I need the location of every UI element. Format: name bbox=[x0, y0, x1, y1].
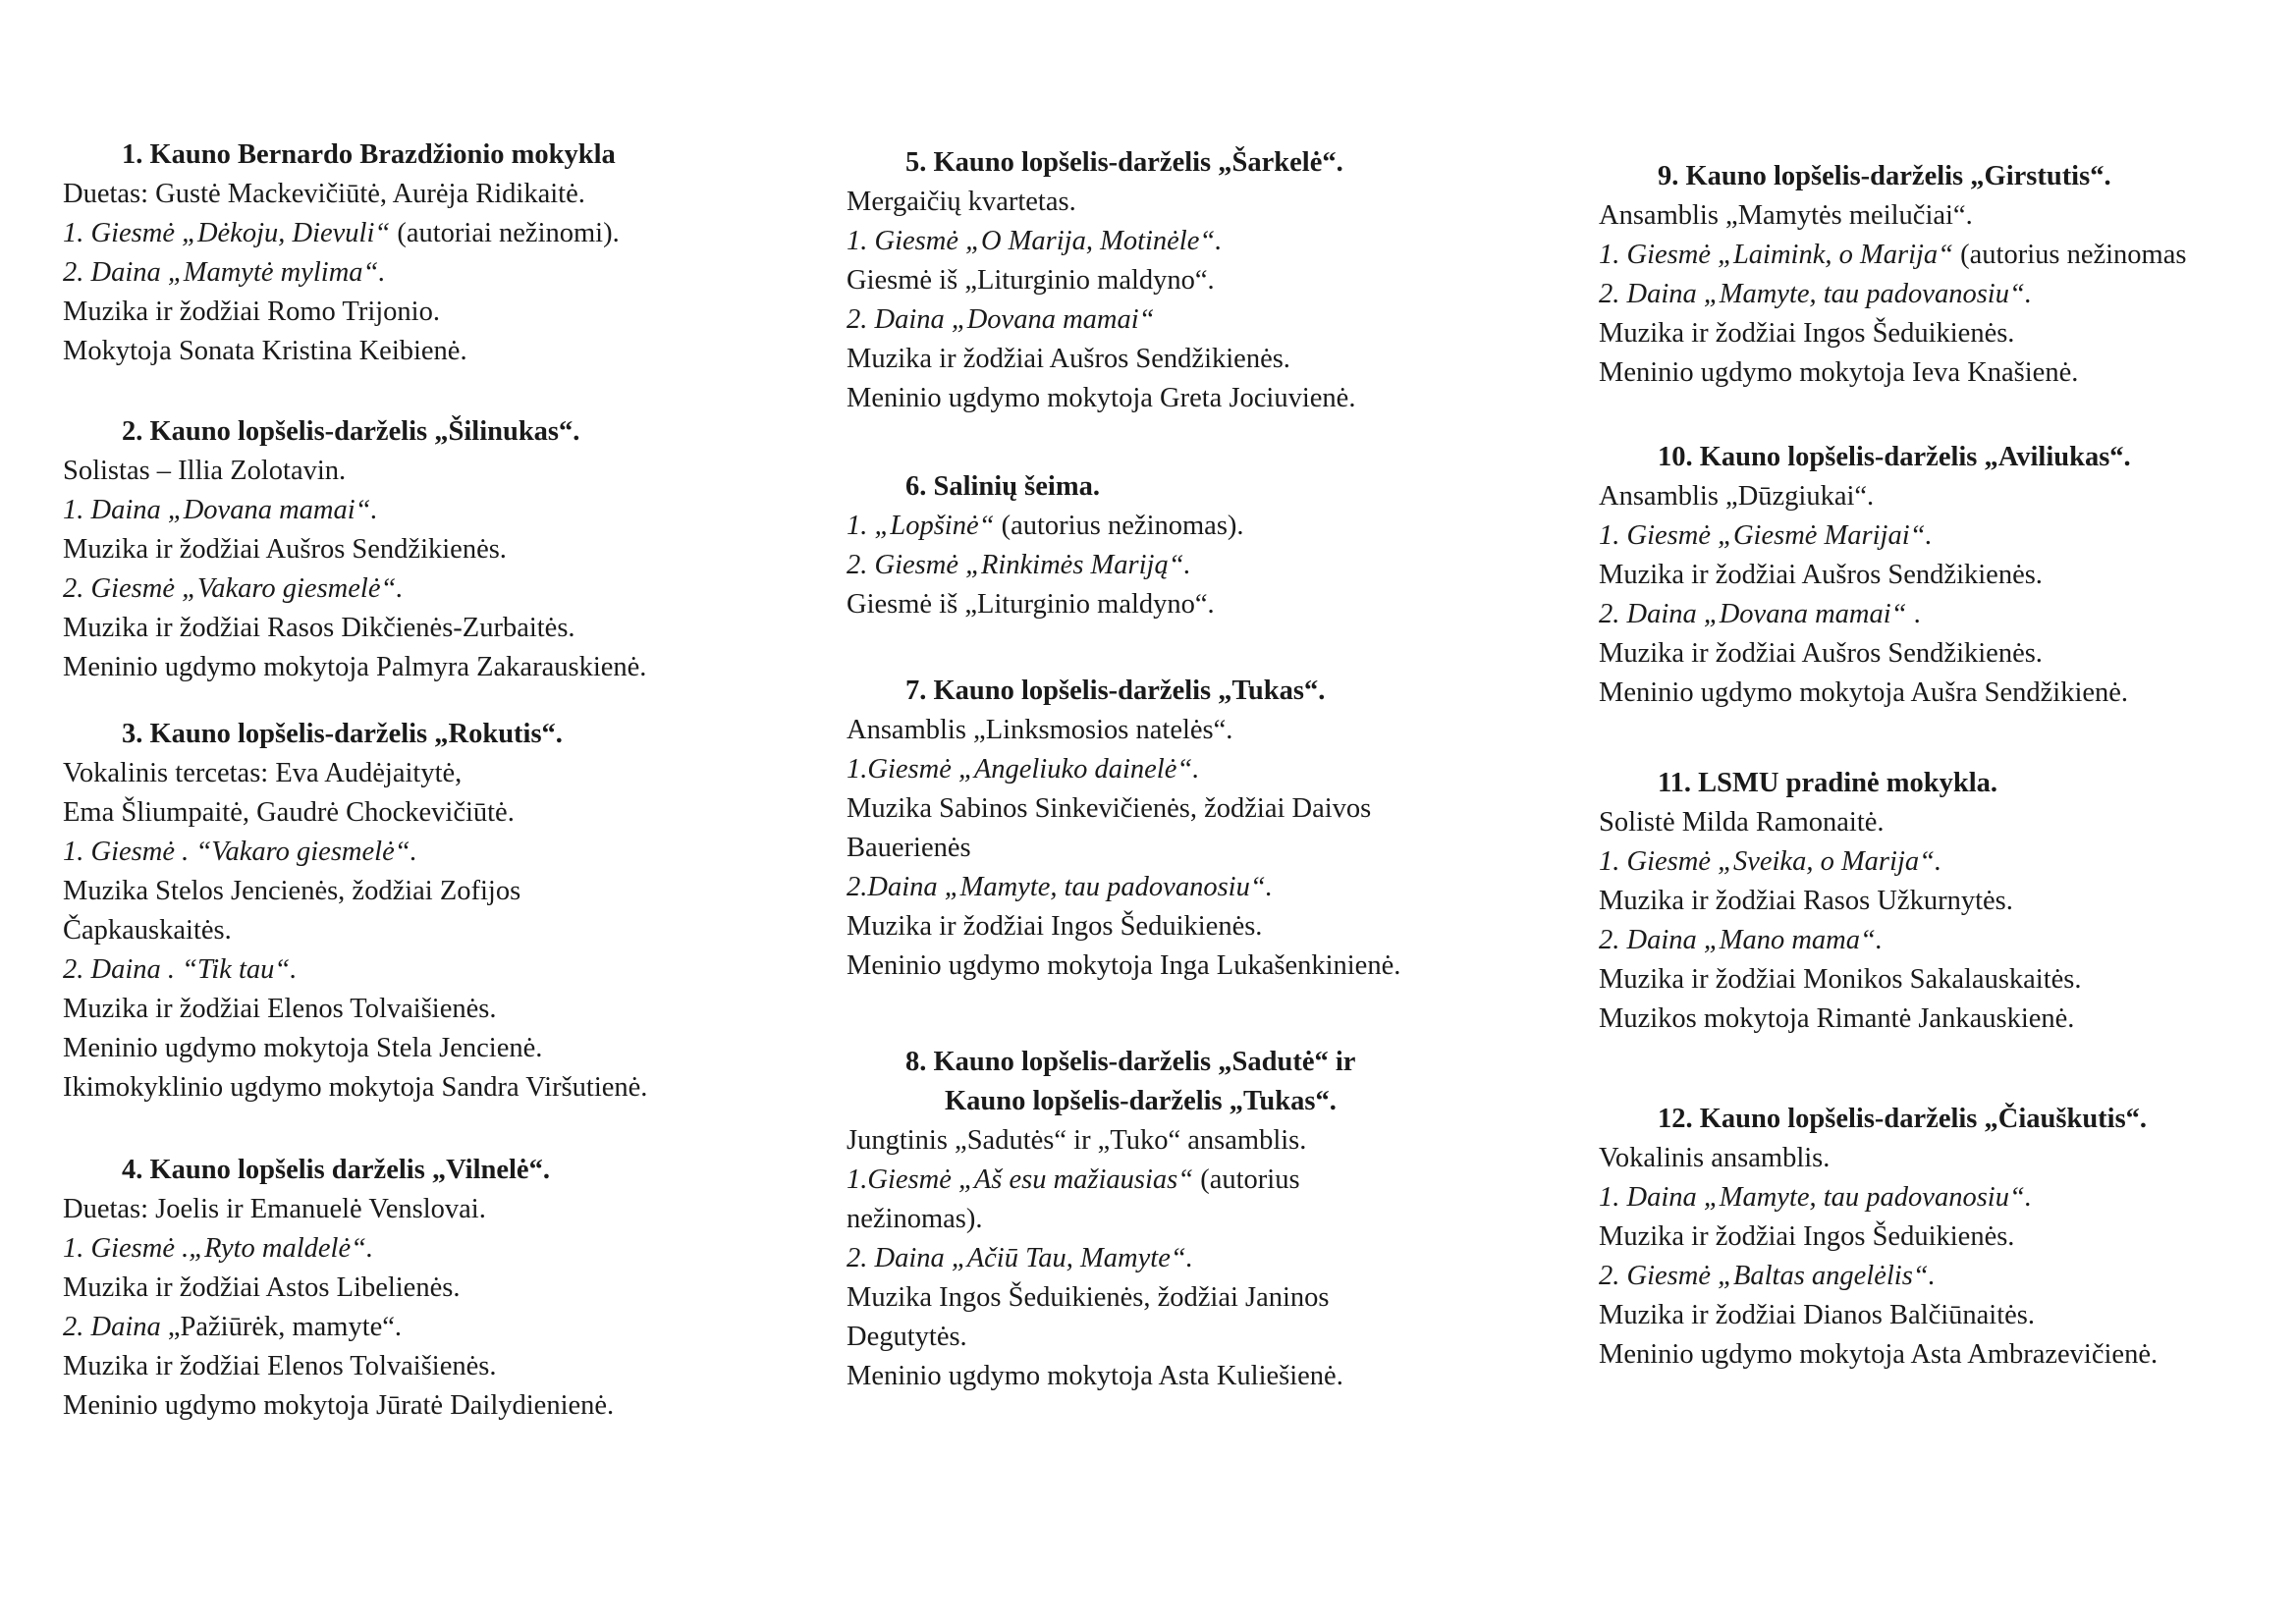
line-text: Muzika ir žodžiai Astos Libelienės. bbox=[63, 1272, 461, 1303]
line-text: (autorius nežinomas bbox=[1953, 240, 2187, 270]
song-title: 1. Daina „Dovana mamai“. bbox=[63, 495, 378, 525]
entry-title: 2. Kauno lopšelis-darželis „Šilinukas“. bbox=[122, 416, 580, 447]
song-title: 1. Giesmė „O Marija, Motinėle“. bbox=[847, 226, 1223, 256]
song-title: 2. Daina „Mamytė mylima“. bbox=[63, 257, 386, 288]
entry-line bbox=[847, 1357, 1534, 1396]
entry-line bbox=[63, 1068, 750, 1108]
song-title: 2. Daina „Dovana mamai“ bbox=[847, 304, 1155, 335]
line-text: Muzika ir žodžiai Ingos Šeduikienės. bbox=[847, 911, 1263, 942]
line-text: Ikimokyklinio ugdymo mokytoja Sandra Viršutienė. bbox=[63, 1072, 648, 1103]
entry-line bbox=[1599, 1178, 2286, 1217]
song-title: 1. Giesmė . “Vakaro giesmelė“. bbox=[63, 837, 417, 867]
entry-line bbox=[1599, 516, 2286, 556]
song-title: 1. Daina „Mamyte, tau padovanosiu“. bbox=[1599, 1182, 2032, 1213]
line-text: Ansamblis „Linksmosios natelės“. bbox=[847, 715, 1233, 745]
entry-line bbox=[1599, 556, 2286, 595]
song-title: 1. Giesmė .„Ryto maldelė“. bbox=[63, 1233, 374, 1264]
entry-title: 10. Kauno lopšelis-darželis „Aviliukas“. bbox=[1658, 442, 2131, 472]
song-title: 2. Giesmė „Baltas angelėlis“. bbox=[1599, 1261, 1936, 1291]
line-text: Ansamblis „Dūzgiukai“. bbox=[1599, 481, 1875, 512]
entry-line bbox=[1599, 882, 2286, 921]
entry-line bbox=[63, 569, 750, 609]
entry-line bbox=[1599, 960, 2286, 1000]
line-text: Vokalinis tercetas: Eva Audėjaitytė, bbox=[63, 758, 463, 788]
entry-line bbox=[63, 793, 750, 833]
line-text: Solistas – Illia Zolotavin. bbox=[63, 456, 347, 486]
program-entry bbox=[63, 1151, 750, 1426]
entry-line bbox=[63, 1029, 750, 1068]
song-title: 1. Giesmė „Sveika, o Marija“. bbox=[1599, 846, 1942, 877]
entry-line bbox=[847, 789, 1534, 829]
entry-line bbox=[847, 379, 1534, 418]
line-text: Muzika ir žodžiai Aušros Sendžikienės. bbox=[63, 534, 507, 565]
program-entry bbox=[847, 1043, 1534, 1396]
line-text: Bauerienės bbox=[847, 833, 971, 863]
program-entry bbox=[847, 672, 1534, 986]
song-title: 1. Giesmė „Laimink, o Marija“ bbox=[1599, 240, 1954, 270]
entry-line bbox=[63, 214, 750, 253]
entry-line bbox=[1599, 1217, 2286, 1257]
entry-line bbox=[847, 183, 1534, 222]
song-title: 1.Giesmė „Angeliuko dainelė“. bbox=[847, 754, 1200, 784]
entry-line bbox=[63, 253, 750, 293]
line-text: Duetas: Joelis ir Emanuelė Venslovai. bbox=[63, 1194, 486, 1224]
line-text: Muzikos mokytoja Rimantė Jankauskienė. bbox=[1599, 1003, 2075, 1034]
line-text: (autoriai nežinomi). bbox=[390, 218, 620, 248]
song-title: 2. Daina . “Tik tau“. bbox=[63, 954, 298, 985]
entry-title: 3. Kauno lopšelis-darželis „Rokutis“. bbox=[122, 719, 563, 749]
entry-line bbox=[63, 1308, 750, 1347]
entry-line bbox=[1599, 1000, 2286, 1039]
entry-line bbox=[847, 340, 1534, 379]
entry-line bbox=[1599, 1139, 2286, 1178]
entry-line bbox=[1599, 236, 2286, 275]
line-text: Muzika ir žodžiai Aušros Sendžikienės. bbox=[847, 344, 1290, 374]
program-entry bbox=[63, 715, 750, 1108]
entry-line bbox=[1599, 275, 2286, 314]
song-title: 2. Daina bbox=[63, 1312, 161, 1342]
entry-line bbox=[847, 1318, 1534, 1357]
entry-line bbox=[1599, 803, 2286, 842]
entry-title-continued: Kauno lopšelis-darželis „Tukas“. bbox=[945, 1086, 1337, 1116]
line-text: Vokalinis ansamblis. bbox=[1599, 1143, 1831, 1173]
entry-line bbox=[63, 293, 750, 332]
line-text: Ansamblis „Mamytės meilučiai“. bbox=[1599, 200, 1973, 231]
entry-line bbox=[847, 585, 1534, 624]
line-text: Muzika ir žodžiai Aušros Sendžikienės. bbox=[1599, 560, 2043, 590]
program-entry bbox=[1599, 157, 2286, 393]
entry-line bbox=[63, 911, 750, 950]
entry-line bbox=[1599, 1335, 2286, 1375]
song-title: 2. Daina „Dovana mamai“ bbox=[1599, 599, 1907, 629]
entry-line bbox=[63, 990, 750, 1029]
entry-line bbox=[63, 1386, 750, 1426]
line-text: Muzika Sabinos Sinkevičienės, žodžiai Daivos bbox=[847, 793, 1372, 824]
program-entry bbox=[847, 467, 1534, 624]
entry-line bbox=[1599, 477, 2286, 516]
entry-line bbox=[63, 833, 750, 872]
entry-line bbox=[847, 1161, 1534, 1200]
entry-line bbox=[847, 1121, 1534, 1161]
line-text: Meninio ugdymo mokytoja Inga Lukašenkinienė. bbox=[847, 950, 1401, 981]
entry-line bbox=[63, 530, 750, 569]
entry-line bbox=[63, 175, 750, 214]
entry-line bbox=[63, 872, 750, 911]
entry-line bbox=[847, 829, 1534, 868]
entry-title: 5. Kauno lopšelis-darželis „Šarkelė“. bbox=[905, 147, 1343, 178]
entry-title: 8. Kauno lopšelis-darželis „Sadutė“ ir bbox=[905, 1047, 1356, 1077]
line-text: Duetas: Gustė Mackevičiūtė, Aurėja Ridikaitė. bbox=[63, 179, 585, 209]
line-text: Jungtinis „Sadutės“ ir „Tuko“ ansamblis. bbox=[847, 1125, 1307, 1156]
entry-line bbox=[1599, 1296, 2286, 1335]
entry-title: 9. Kauno lopšelis-darželis „Girstutis“. bbox=[1658, 161, 2111, 191]
line-text: (autorius bbox=[1193, 1164, 1300, 1195]
entry-line bbox=[1599, 921, 2286, 960]
entry-title: 6. Salinių šeima. bbox=[905, 471, 1100, 502]
program-entry bbox=[1599, 438, 2286, 713]
song-title: 2. Giesmė „Vakaro giesmelė“. bbox=[63, 573, 404, 604]
song-title: 2. Daina „Mano mama“. bbox=[1599, 925, 1883, 955]
entry-line bbox=[847, 546, 1534, 585]
entry-title: 1. Kauno Bernardo Brazdžionio mokykla bbox=[122, 139, 616, 170]
entry-line bbox=[847, 711, 1534, 750]
program-entry bbox=[63, 135, 750, 371]
line-text: Meninio ugdymo mokytoja Jūratė Dailydienienė. bbox=[63, 1390, 615, 1421]
entry-line bbox=[63, 609, 750, 648]
entry-line bbox=[63, 648, 750, 687]
entry-title: 11. LSMU pradinė mokykla. bbox=[1658, 768, 1998, 798]
song-title: 2. Giesmė „Rinkimės Mariją“. bbox=[847, 550, 1191, 580]
entry-line bbox=[63, 1229, 750, 1269]
line-text: Meninio ugdymo mokytoja Ieva Knašienė. bbox=[1599, 357, 2079, 388]
entry-line bbox=[847, 947, 1534, 986]
entry-title: 12. Kauno lopšelis-darželis „Čiauškutis“. bbox=[1658, 1104, 2148, 1134]
program-entry bbox=[1599, 764, 2286, 1039]
line-text: Meninio ugdymo mokytoja Greta Jociuvienė. bbox=[847, 383, 1356, 413]
entry-line bbox=[63, 452, 750, 491]
line-text: . bbox=[1906, 599, 1921, 629]
song-title: 2. Daina „Ačiū Tau, Mamyte“. bbox=[847, 1243, 1193, 1273]
entry-title: 7. Kauno lopšelis-darželis „Tukas“. bbox=[905, 676, 1326, 706]
entry-line bbox=[1599, 842, 2286, 882]
entry-line bbox=[1599, 196, 2286, 236]
song-title: 2.Daina „Mamyte, tau padovanosiu“. bbox=[847, 872, 1273, 902]
line-text: Muzika ir žodžiai Ingos Šeduikienės. bbox=[1599, 318, 2015, 349]
line-text: Meninio ugdymo mokytoja Palmyra Zakarauskienė. bbox=[63, 652, 647, 682]
line-text: Muzika ir žodžiai Aušros Sendžikienės. bbox=[1599, 638, 2043, 669]
entry-line bbox=[1599, 595, 2286, 634]
program-entry bbox=[1599, 1100, 2286, 1375]
line-text: Degutytės. bbox=[847, 1322, 967, 1352]
entry-line bbox=[1599, 314, 2286, 353]
line-text: Giesmė iš „Liturginio maldyno“. bbox=[847, 265, 1215, 296]
line-text: Giesmė iš „Liturginio maldyno“. bbox=[847, 589, 1215, 620]
entry-line bbox=[63, 754, 750, 793]
entry-line bbox=[63, 1347, 750, 1386]
program-entry bbox=[847, 143, 1534, 418]
entry-line bbox=[847, 868, 1534, 907]
line-text: nežinomas). bbox=[847, 1204, 983, 1234]
entry-line bbox=[63, 1269, 750, 1308]
entry-line bbox=[847, 507, 1534, 546]
entry-line bbox=[63, 491, 750, 530]
line-text: Muzika Ingos Šeduikienės, žodžiai Janinos bbox=[847, 1282, 1330, 1313]
line-text: Čapkauskaitės. bbox=[63, 915, 232, 946]
entry-line bbox=[63, 1190, 750, 1229]
song-title: 2. Daina „Mamyte, tau padovanosiu“. bbox=[1599, 279, 2032, 309]
entry-line bbox=[1599, 1257, 2286, 1296]
entry-line bbox=[847, 1200, 1534, 1239]
line-text: Muzika ir žodžiai Elenos Tolvaišienės. bbox=[63, 1351, 497, 1381]
line-text: Muzika ir žodžiai Romo Trijonio. bbox=[63, 297, 440, 327]
line-text: Muzika ir žodžiai Dianos Balčiūnaitės. bbox=[1599, 1300, 2035, 1330]
entry-line bbox=[847, 907, 1534, 947]
entry-line bbox=[847, 300, 1534, 340]
line-text: Ema Šliumpaitė, Gaudrė Chockevičiūtė. bbox=[63, 797, 515, 828]
entry-line bbox=[1599, 674, 2286, 713]
line-text: (autorius nežinomas). bbox=[994, 511, 1244, 541]
line-text: Solistė Milda Ramonaitė. bbox=[1599, 807, 1885, 838]
entry-line bbox=[63, 332, 750, 371]
song-title: 1. Giesmė „Dėkoju, Dievuli“ bbox=[63, 218, 391, 248]
entry-line bbox=[847, 222, 1534, 261]
song-title: 1. Giesmė „Giesmė Marijai“. bbox=[1599, 520, 1933, 551]
line-text: Mokytoja Sonata Kristina Keibienė. bbox=[63, 336, 467, 366]
line-text: Muzika ir žodžiai Ingos Šeduikienės. bbox=[1599, 1221, 2015, 1252]
entry-line bbox=[847, 1278, 1534, 1318]
line-text: Muzika ir žodžiai Monikos Sakalauskaitės. bbox=[1599, 964, 2082, 995]
line-text: „Pažiūrėk, mamyte“. bbox=[160, 1312, 403, 1342]
line-text: Muzika Stelos Jencienės, žodžiai Zofijos bbox=[63, 876, 521, 906]
line-text: Meninio ugdymo mokytoja Asta Kuliešienė. bbox=[847, 1361, 1343, 1391]
line-text: Muzika ir žodžiai Elenos Tolvaišienės. bbox=[63, 994, 497, 1024]
program-entry bbox=[63, 412, 750, 687]
entry-line bbox=[1599, 353, 2286, 393]
line-text: Muzika ir žodžiai Rasos Užkurnytės. bbox=[1599, 886, 2013, 916]
entry-line bbox=[847, 261, 1534, 300]
line-text: Mergaičių kvartetas. bbox=[847, 187, 1076, 217]
entry-line bbox=[847, 1239, 1534, 1278]
line-text: Muzika ir žodžiai Rasos Dikčienės-Zurbaitės. bbox=[63, 613, 575, 643]
entry-line bbox=[63, 950, 750, 990]
entry-line bbox=[847, 750, 1534, 789]
song-title: 1.Giesmė „Aš esu mažiausias“ bbox=[847, 1164, 1194, 1195]
line-text: Meninio ugdymo mokytoja Stela Jencienė. bbox=[63, 1033, 543, 1063]
line-text: Meninio ugdymo mokytoja Aušra Sendžikienė. bbox=[1599, 677, 2129, 708]
line-text: Meninio ugdymo mokytoja Asta Ambrazevičienė. bbox=[1599, 1339, 2159, 1370]
song-title: 1. „Lopšinė“ bbox=[847, 511, 995, 541]
entry-title: 4. Kauno lopšelis darželis „Vilnelė“. bbox=[122, 1155, 550, 1185]
entry-line bbox=[1599, 634, 2286, 674]
